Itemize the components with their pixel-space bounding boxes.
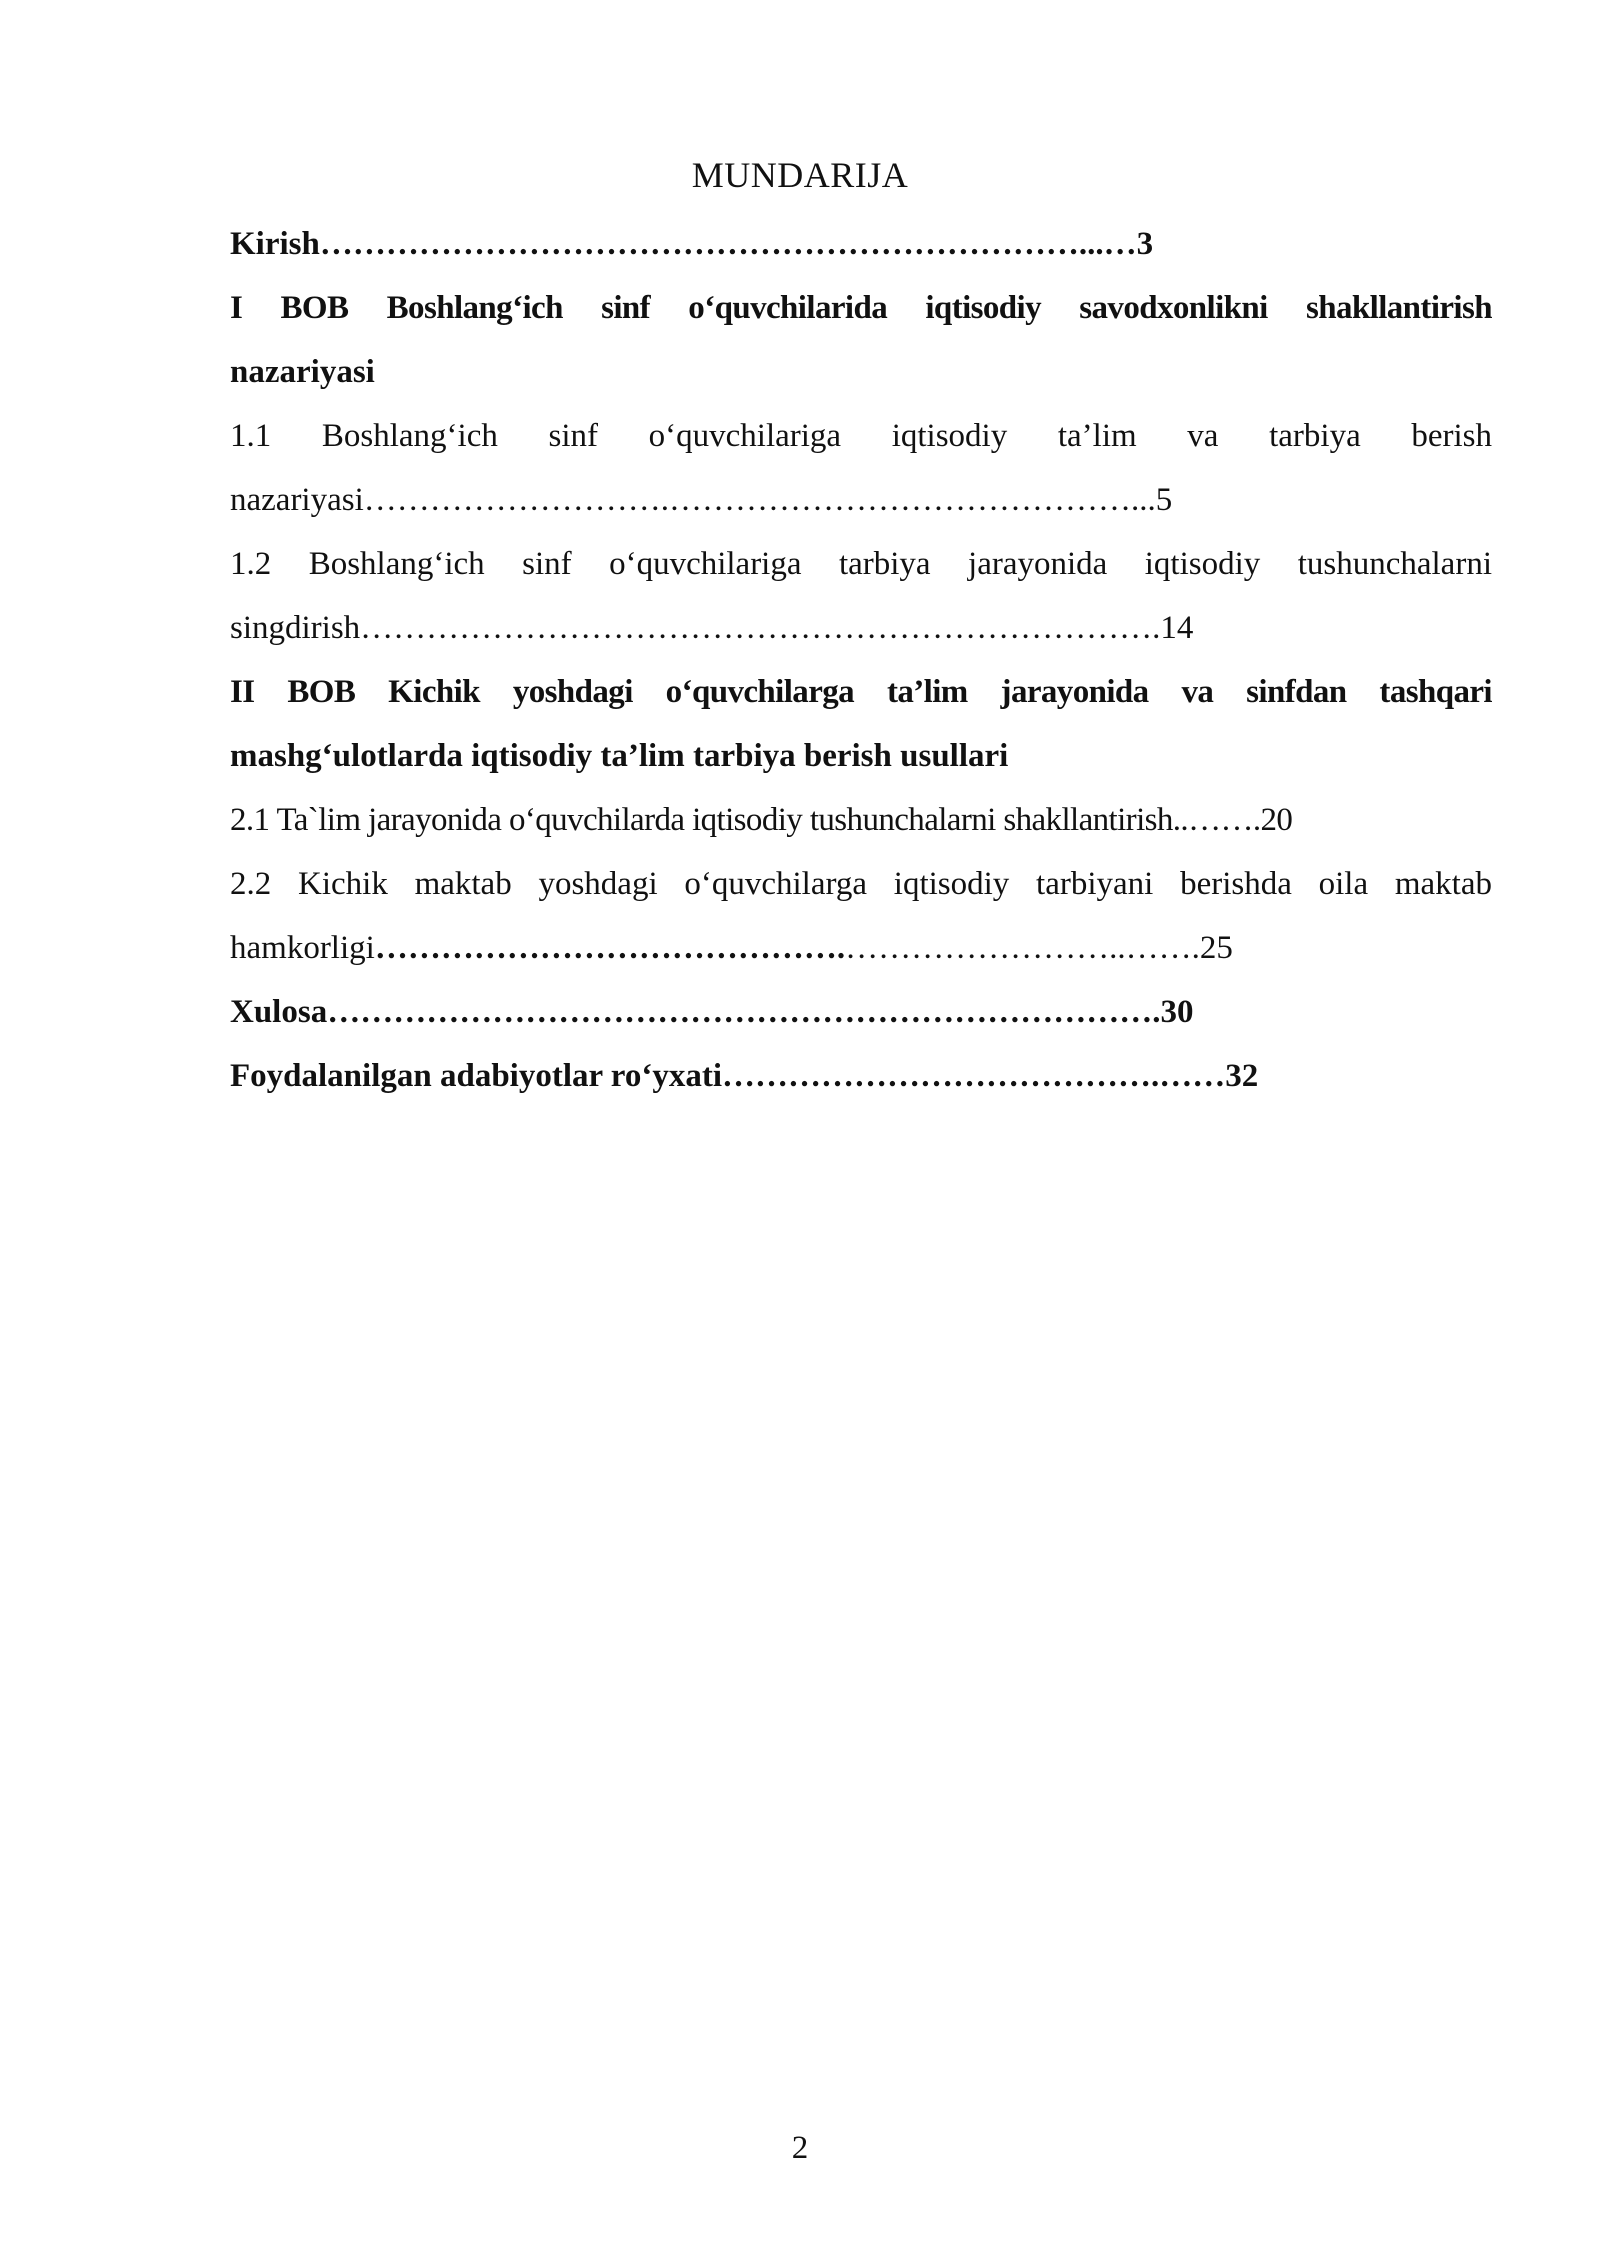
toc-entry-xulosa: Xulosa………………………………………………………………….30 (230, 994, 1194, 1030)
toc-section-2-2-leader-bold: ……………………………………. (374, 930, 846, 966)
toc-section-1-2-line-1: 1.2 Boshlang‘ich sinf o‘quvchilariga tarbiya jarayonida iqtisodiy tushunchalarni (230, 546, 1492, 582)
toc-entry-kirish: Kirish……………………………………………………………...…3 (230, 226, 1154, 262)
toc-chapter-1-title-line-2: nazariyasi (230, 354, 375, 390)
toc-chapter-2-title-line-1: II BOB Kichik yoshdagi o‘quvchilarga ta’lim jarayonida va sinfdan tashqari (230, 674, 1492, 710)
toc-section-2-2-line-2 (230, 916, 1492, 980)
toc-entry-adabiyotlar: Foydalanilgan adabiyotlar ro‘yxati………………………………….……32 (230, 1058, 1259, 1094)
page-number: 2 (791, 2130, 809, 2166)
table-of-contents (230, 212, 1492, 1108)
toc-chapter-2-title-line-2: mashg‘ulotlarda iqtisodiy ta’lim tarbiya berish usullari (230, 738, 1009, 774)
toc-section-1-1-line-2: nazariyasi……………………….……………………………………...5 (230, 482, 1173, 518)
toc-chapter-1-title-line-1: I BOB Boshlang‘ich sinf o‘quvchilarida iqtisodiy savodxonlikni shakllantirish (230, 290, 1492, 326)
toc-heading: MUNDARIJA (691, 155, 909, 195)
toc-section-2-2-leader-page: ……………………..…….25 (845, 930, 1233, 966)
toc-section-1-2-line-2: singdirish……………………………………………………………….14 (230, 610, 1194, 646)
toc-section-2-1: 2.1 Ta`lim jarayonida o‘quvchilarda iqtisodiy tushunchalarni shakllantirish..…….20 (230, 802, 1293, 838)
toc-section-2-2-label: hamkorligi (230, 930, 375, 966)
toc-section-2-2-line-1: 2.2 Kichik maktab yoshdagi o‘quvchilarga iqtisodiy tarbiyani berishda oila maktab (230, 866, 1492, 902)
toc-section-1-1-line-1: 1.1 Boshlang‘ich sinf o‘quvchilariga iqtisodiy ta’lim va tarbiya berish (230, 418, 1492, 454)
